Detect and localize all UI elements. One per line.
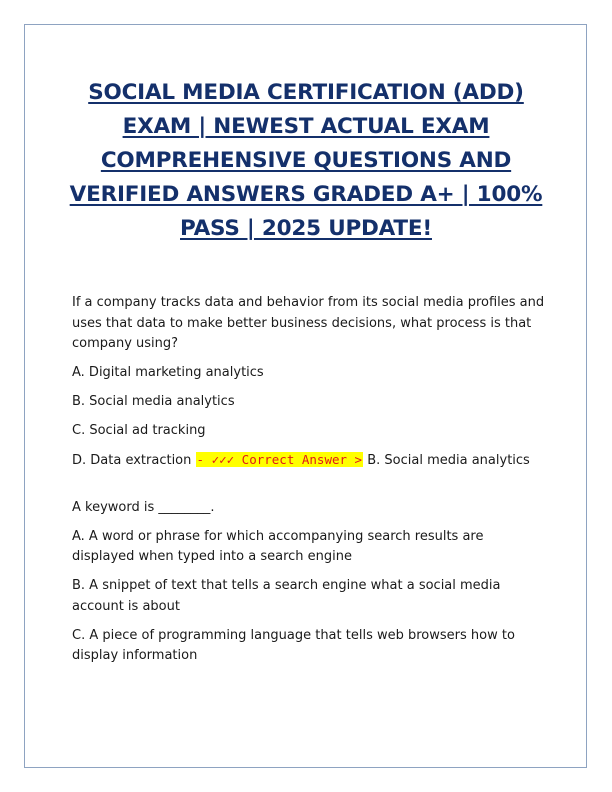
question-1-option-d-with-answer [72,450,550,472]
question-1-option-c: C. Social ad tracking [72,423,206,438]
question-2-text: A keyword is ________. [72,499,215,515]
question-1-option-b: B. Social media analytics [72,394,235,409]
question-2-option-b: B. A snippet of text that tells a search engine what a social media account is about [72,578,501,614]
question-2-option-c: C. A piece of programming language that tells web browsers how to display information [72,627,515,663]
document-body [72,293,550,675]
question-2-option-a: A. A word or phrase for which accompanying search results are displayed when typed into a search engine [72,528,484,564]
document-title: SOCIAL MEDIA CERTIFICATION (ADD) EXAM | NEWEST ACTUAL EXAM COMPREHENSIVE QUESTIONS AND VERIFIED ANSWERS GRADED A+ | 100% PASS | 2025 UPDATE! [69,80,543,241]
correct-answer-marker: - ✓✓✓ Correct Answer > [196,452,363,467]
question-1-answer: B. Social media analytics [367,453,530,468]
question-1-text: If a company tracks data and behavior from its social media profiles and uses that data to make better business decisions, what process is that company using? [72,295,545,351]
question-1-option-a: A. Digital marketing analytics [72,365,264,380]
question-1-option-d: D. Data extraction [72,453,192,468]
